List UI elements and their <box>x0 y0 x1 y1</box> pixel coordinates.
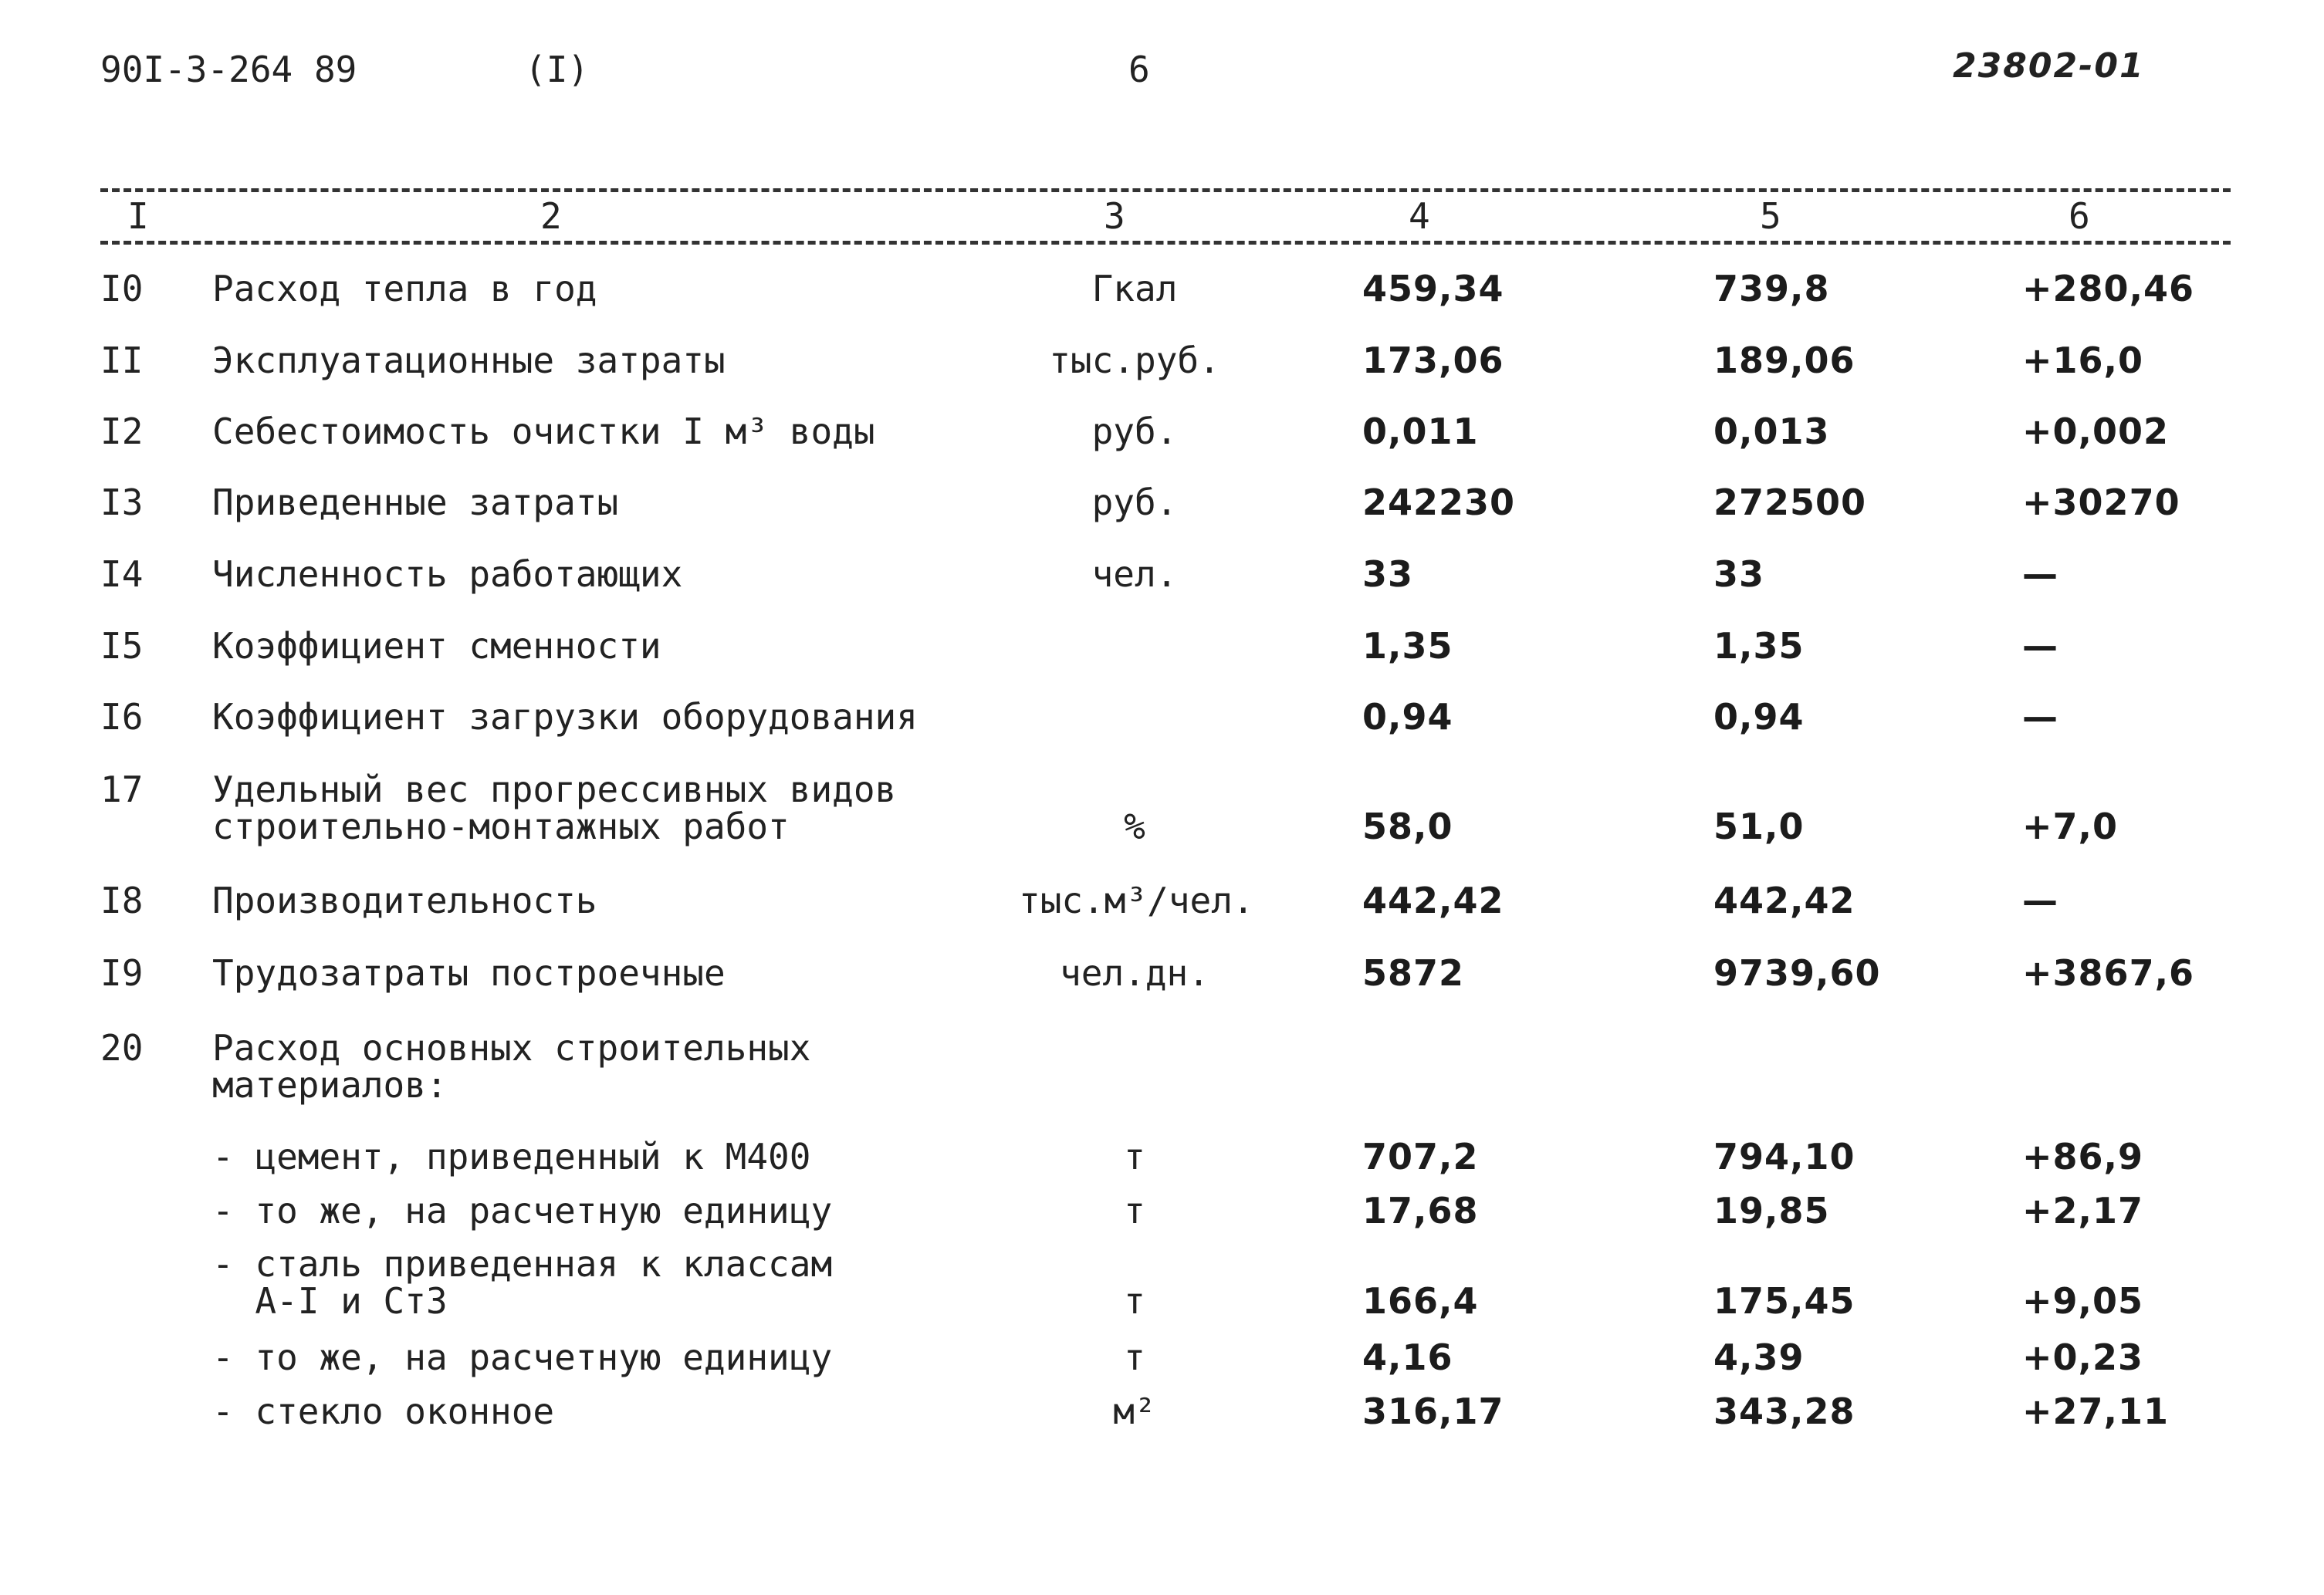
column-header-2: 2 <box>540 195 562 237</box>
row-unit: чел. <box>1091 553 1178 595</box>
row-number: I6 <box>100 696 144 738</box>
row-value-6: +16,0 <box>2022 340 2144 381</box>
material-name-line-1: - сталь приведенная к классам <box>212 1243 833 1285</box>
row-number: II <box>100 340 144 381</box>
material-value-6: +9,05 <box>2022 1280 2144 1322</box>
material-name-line-2: А-I и Ст3 <box>212 1280 448 1322</box>
row-name-line-2: материалов: <box>212 1064 448 1106</box>
material-unit: т <box>1124 1336 1145 1378</box>
row-value-4: 0,011 <box>1362 411 1479 452</box>
row-value-4: 58,0 <box>1362 806 1453 847</box>
row-unit: тыс.руб. <box>1049 340 1220 381</box>
document-code: 90I-3-264 89 <box>100 49 357 90</box>
row-value-4: 5872 <box>1362 952 1465 994</box>
row-value-5: 442,42 <box>1713 880 1855 921</box>
row-name: Трудозатраты построечные <box>212 952 726 994</box>
row-value-6: +3867,6 <box>2022 952 2195 994</box>
row-value-5: 51,0 <box>1713 806 1805 847</box>
row-unit: тыс.м³/чел. <box>1019 880 1254 921</box>
row-number: I0 <box>100 268 144 309</box>
material-value-5: 343,28 <box>1713 1391 1855 1432</box>
row-value-5: 739,8 <box>1713 268 1830 309</box>
row-name: Численность работающих <box>212 553 683 595</box>
row-value-5: 1,35 <box>1713 625 1805 667</box>
row-name: Коэффициент загрузки оборудования <box>212 696 918 738</box>
row-name: Эксплуатационные затраты <box>212 340 726 381</box>
row-number: I5 <box>100 625 144 667</box>
row-number: I4 <box>100 553 144 595</box>
row-value-4: 442,42 <box>1362 880 1504 921</box>
row-number: I2 <box>100 411 144 452</box>
row-name-line-1: Удельный вес прогрессивных видов <box>212 769 897 810</box>
page-number: 6 <box>1128 49 1150 90</box>
row-value-6: +30270 <box>2022 482 2180 523</box>
row-name: Расход тепла в год <box>212 268 597 309</box>
material-name: - то же, на расчетную единицу <box>212 1190 833 1232</box>
row-value-5: 189,06 <box>1713 340 1855 381</box>
row-unit: чел.дн. <box>1060 952 1209 994</box>
row-value-4: 173,06 <box>1362 340 1504 381</box>
material-value-6: +27,11 <box>2022 1391 2170 1432</box>
material-value-5: 19,85 <box>1713 1190 1830 1232</box>
row-value-6: — <box>2022 696 2058 738</box>
material-unit: м² <box>1113 1391 1156 1432</box>
row-number: 17 <box>100 769 144 810</box>
column-header-4: 4 <box>1409 195 1430 237</box>
row-value-6: — <box>2022 625 2058 667</box>
row-unit: руб. <box>1091 482 1178 523</box>
material-name: - то же, на расчетную единицу <box>212 1336 833 1378</box>
row-name: Приведенные затраты <box>212 482 619 523</box>
row-name: Производительность <box>212 880 597 921</box>
material-value-6: +86,9 <box>2022 1136 2144 1178</box>
material-value-5: 175,45 <box>1713 1280 1855 1322</box>
material-value-4: 17,68 <box>1362 1190 1479 1232</box>
material-value-5: 4,39 <box>1713 1336 1805 1378</box>
row-value-5: 33 <box>1713 553 1765 595</box>
material-unit: т <box>1124 1190 1145 1232</box>
row-value-6: +7,0 <box>2022 806 2119 847</box>
row-unit: руб. <box>1091 411 1178 452</box>
header-rule-top <box>100 188 2231 192</box>
material-value-6: +0,23 <box>2022 1336 2144 1378</box>
material-unit: т <box>1124 1280 1145 1322</box>
row-name-line-1: Расход основных строительных <box>212 1027 811 1069</box>
row-value-6: +280,46 <box>2022 268 2195 309</box>
header-rule-bottom <box>100 241 2231 245</box>
material-value-4: 4,16 <box>1362 1336 1453 1378</box>
document-part: (I) <box>525 49 590 90</box>
material-value-4: 707,2 <box>1362 1136 1479 1178</box>
row-unit: % <box>1124 806 1145 847</box>
column-header-6: 6 <box>2069 195 2090 237</box>
row-value-4: 33 <box>1362 553 1414 595</box>
row-unit: Гкал <box>1091 268 1178 309</box>
row-value-4: 0,94 <box>1362 696 1453 738</box>
row-value-5: 0,94 <box>1713 696 1805 738</box>
material-value-4: 166,4 <box>1362 1280 1479 1322</box>
row-name-line-2: строительно-монтажных работ <box>212 806 790 847</box>
row-value-5: 0,013 <box>1713 411 1830 452</box>
row-number: I8 <box>100 880 144 921</box>
material-unit: т <box>1124 1136 1145 1178</box>
row-value-6: — <box>2022 553 2058 595</box>
row-number: I3 <box>100 482 144 523</box>
row-value-4: 1,35 <box>1362 625 1453 667</box>
row-value-4: 242230 <box>1362 482 1516 523</box>
row-value-4: 459,34 <box>1362 268 1504 309</box>
material-value-5: 794,10 <box>1713 1136 1855 1178</box>
inventory-number: 23802-01 <box>1953 46 2145 86</box>
row-name: Себестоимость очистки I м³ воды <box>212 411 875 452</box>
row-name: Коэффициент сменности <box>212 625 661 667</box>
material-name: - стекло оконное <box>212 1391 555 1432</box>
column-header-1: I <box>127 195 149 237</box>
column-header-3: 3 <box>1104 195 1125 237</box>
material-name: - цемент, приведенный к М400 <box>212 1136 811 1178</box>
row-value-6: +0,002 <box>2022 411 2170 452</box>
column-header-5: 5 <box>1760 195 1781 237</box>
material-value-6: +2,17 <box>2022 1190 2144 1232</box>
row-number: I9 <box>100 952 144 994</box>
row-value-5: 9739,60 <box>1713 952 1881 994</box>
row-value-5: 272500 <box>1713 482 1867 523</box>
row-value-6: — <box>2022 880 2058 921</box>
row-number: 20 <box>100 1027 144 1069</box>
material-value-4: 316,17 <box>1362 1391 1504 1432</box>
